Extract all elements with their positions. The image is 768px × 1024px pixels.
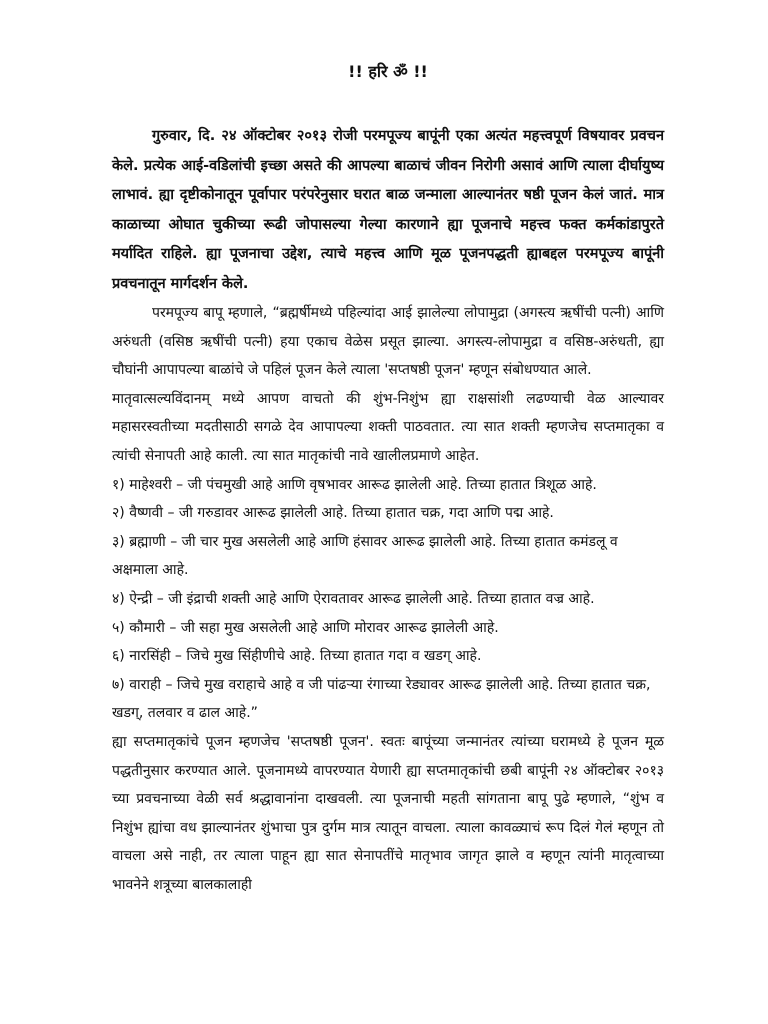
list-item: ४) ऐन्द्री – जी इंद्राची शक्ती आहे आणि ऐरावतावर आरूढ झालेली आहे. तिच्या हातात वज्र आहे. xyxy=(112,590,595,607)
list-item: ३) ब्रह्माणी – जी चार मुख असलेली आहे आणि हंसावर आरूढ झालेली आहे. तिच्या हातात कमंडलू व अक्षमाला आहे. xyxy=(112,533,618,579)
list-item: ७) वाराही – जिचे मुख वराहाचे आहे व जी पांढऱ्या रंगाच्या रेड्यावर आरूढ झालेली आहे. तिच्या हातात चक्र, खडग्‌, तलवार व ढाल आहे.” xyxy=(112,676,651,722)
list-item: २) वैष्णवी – जी गरुडावर आरूढ झालेली आहे. तिच्या हातात चक्र, गदा आणि पद्म आहे. xyxy=(112,505,554,522)
paragraph-bapu-quote: परमपूज्य बापू म्हणाले, “ब्रह्मर्षीमध्ये पहिल्यांदा आई झालेल्या लोपामुद्रा (अगस्त्य ऋषींची पत्नी) आणि अरुंधती (वसिष्ठ ऋषींची पत्नी) हया एकाच वेळेस प्रसूत झाल्या. अगस्त्य-लोपामुद्रा व वसिष्ठ-अरुंधती, ह्या चौघांनी आपापल्या बाळांचे जे पहिलं पूजन केले त्याला 'सप्तषष्ठी पूजन' म्हणून संबोधण्यात आले. xyxy=(112,305,664,379)
paragraph-pujan: ह्या सप्तमातृकांचे पूजन म्हणजेच 'सप्तषष्ठी पूजन'. स्वतः बापूंच्या जन्मानंतर त्यांच्या घरामध्ये हे पूजन मूळ पद्धतीनुसार करण्यात आले. पूजनामध्ये वापरण्यात येणारी ह्या सप्तमातृकांची छबी बापूंनी २४ ऑक्टोबर २०१३ च्या प्रवचनाच्या वेळी सर्व श्रद्धावानांना दाखवली. त्या पूजनाची महती सांगताना बापू पुढे म्हणाले, “शुंभ व निशुंभ ह्यांचा वध झाल्यानंतर शुंभाचा पुत्र दुर्गम मात्र त्यातून वाचला. त्याला कावळ्याचं रूप दिलं गेलं म्हणून तो वाचला असे नाही, तर त्याला पाहून ह्या सात सेनापतींचे मातृभाव जागृत झाले व म्हणून त्यांनी मातृत्वाच्या भावनेने शत्रूच्या बालकालाही xyxy=(112,733,664,893)
paragraph-matrukas: मातृवात्सल्यविंदानम्‌ मध्ये आपण वाचतो की शुंभ-निशुंभ ह्या राक्षसांशी लढण्याची वेळ आल्यावर महासरस्वतीच्या मदतीसाठी सगळे देव आपापल्या शक्ती पाठवतात. त्या सात शक्ती म्हणजेच सप्तमातृका व त्यांची सेनापती आहे काली. त्या सात मातृकांची नावे खालीलप्रमाणे आहेत. xyxy=(112,390,664,464)
matruka-list xyxy=(112,471,664,728)
list-item: ६) नारसिंही – जिचे मुख सिंहीणीचे आहे. तिच्या हातात गदा व खडग्‌ आहे. xyxy=(112,648,482,665)
intro-paragraph: गुरुवार, दि. २४ ऑक्टोबर २०१३ रोजी परमपूज्य बापूंनी एका अत्यंत महत्त्वपूर्ण विषयावर प्रवचन केले. प्रत्येक आई-वडिलांची इच्छा असते की आपल्या बाळाचं जीवन निरोगी असावं आणि त्याला दीर्घायुष्य लाभावं. ह्या दृष्टीकोनातून पूर्वापार परंपरेनुसार घरात बाळ जन्माला आल्यानंतर षष्ठी पूजन केलं जातं. मात्र काळाच्या ओघात चुकीच्या रूढी जोपासल्या गेल्या कारणाने ह्या पूजनाचे महत्त्व फक्त कर्मकांडापुरते मर्यादित राहिले. ह्या पूजनाचा उद्देश, त्याचे महत्त्व आणि मूळ पूजनपद्धती ह्याबद्दल परमपूज्य बापूंनी प्रवचनातून मार्गदर्शन केले. xyxy=(112,128,664,292)
list-item: १) माहेश्वरी – जी पंचमुखी आहे आणि वृषभावर आरूढ झालेली आहे. तिच्या हातात त्रिशूळ आहे. xyxy=(112,476,597,493)
document-title: !! हरि ॐ !! xyxy=(348,62,428,81)
list-item: ५) कौमारी – जी सहा मुख असलेली आहे आणि मोरावर आरूढ झालेली आहे. xyxy=(112,619,499,636)
